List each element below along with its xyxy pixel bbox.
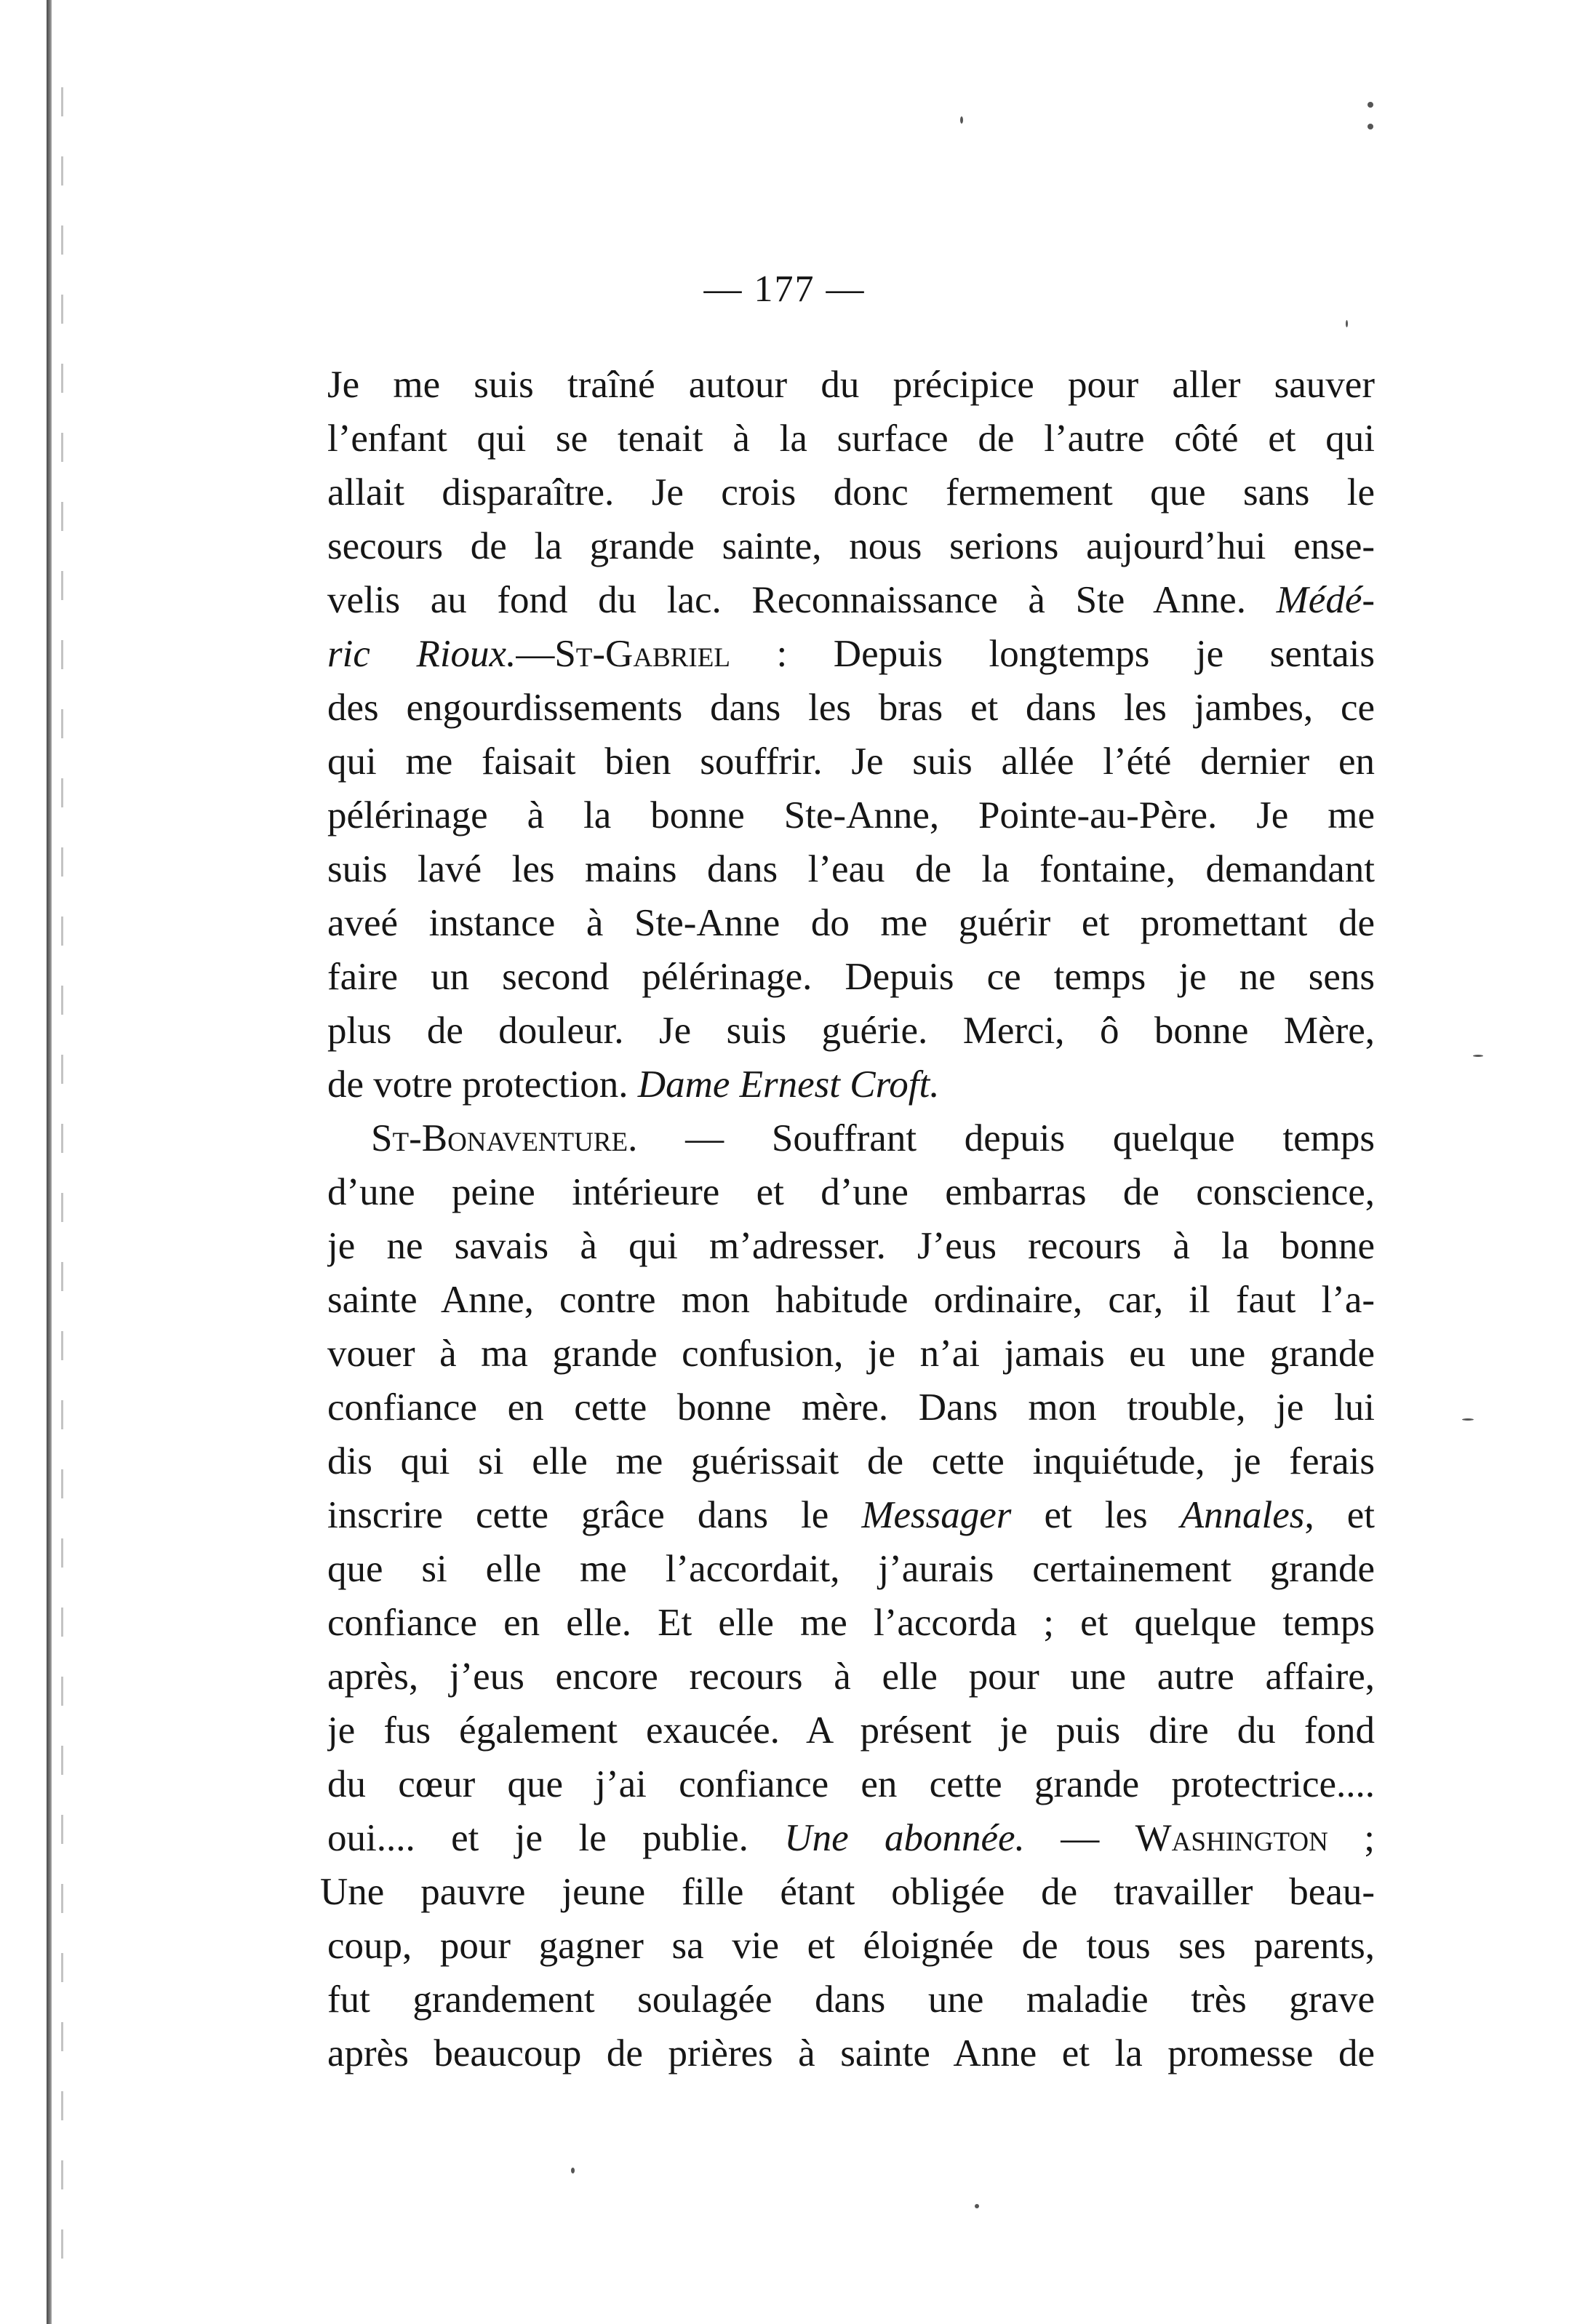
text-line: qui me faisait bien souffrir. Je suis allée l’été dernier en	[327, 740, 1375, 783]
text-line: secours de la grande sainte, nous serions aujourd’hui ense-	[327, 525, 1375, 567]
text-line: d’une peine intérieure et d’une embarras de conscience,	[327, 1171, 1375, 1213]
text-line: velis au fond du lac. Reconnaissance à Ste Anne. Médé-	[327, 579, 1375, 621]
ink-speck	[975, 2204, 979, 2208]
text-line: fut grandement soulagée dans une maladie très grave	[327, 1978, 1375, 2021]
text-line: des engourdissements dans les bras et dans les jambes, ce	[327, 687, 1375, 729]
text-line: ric Rioux.—St-Gabriel : Depuis longtemps je sentais	[327, 633, 1375, 675]
text-line: aveé instance à Ste-Anne do me guérir et promettant de	[327, 902, 1375, 944]
text-line: l’enfant qui se tenait à la surface de l’autre côté et qui	[327, 418, 1375, 460]
parish-name: Washington	[1135, 1817, 1328, 1859]
ink-speck	[1462, 1418, 1474, 1421]
ink-speck	[1346, 320, 1348, 327]
text-line: faire un second pélérinage. Depuis ce temps je ne sens	[327, 956, 1375, 998]
text-line: oui.... et je le publie. Une abonnée. — Washington ;	[327, 1817, 1375, 1859]
ink-speck	[1368, 102, 1373, 108]
publication-title: Annales	[1180, 1494, 1305, 1536]
text-line: plus de douleur. Je suis guérie. Merci, ô bonne Mère,	[327, 1010, 1375, 1052]
text-line: Je me suis traîné autour du précipice pour aller sauver	[327, 364, 1375, 406]
parish-name: St-Bonaventure.	[371, 1117, 638, 1159]
text-line: coup, pour gagner sa vie et éloignée de tous ses parents,	[327, 1925, 1375, 1967]
text-line: pélérinage à la bonne Ste-Anne, Pointe-au-Père. Je me	[327, 794, 1375, 836]
text-line: confiance en elle. Et elle me l’accorda ; et quelque temps	[327, 1602, 1375, 1644]
text-line: après beaucoup de prières à sainte Anne et la promesse de	[327, 2032, 1375, 2075]
body-text	[320, 358, 1375, 2080]
page-binding-shadow	[61, 87, 63, 2269]
ink-speck	[571, 2168, 575, 2173]
text-line: St-Bonaventure. — Souffrant depuis quelque temps	[371, 1117, 1375, 1159]
signature-name: ric Rioux.	[327, 633, 516, 675]
text-line: du cœur que j’ai confiance en cette grande protectrice....	[327, 1763, 1375, 1805]
signature-name: Médé-	[1276, 579, 1375, 621]
text-line: que si elle me l’accordait, j’aurais certainement grande	[327, 1548, 1375, 1590]
ink-speck	[960, 116, 963, 124]
text-line: inscrire cette grâce dans le Messager et les Annales, et	[327, 1494, 1375, 1536]
text-line: de votre protection. Dame Ernest Croft.	[327, 1063, 940, 1106]
text-line: dis qui si elle me guérissait de cette inquiétude, je ferais	[327, 1440, 1375, 1482]
parish-name: St-Gabriel	[554, 633, 730, 675]
page-number: — 177 —	[703, 268, 866, 310]
ink-speck	[1368, 124, 1373, 129]
text-line: allait disparaître. Je crois donc fermement que sans le	[327, 471, 1375, 514]
publication-title: Messager	[861, 1494, 1012, 1536]
signature-name: Une abonnée.	[784, 1817, 1025, 1859]
page-binding-edge	[47, 0, 52, 2324]
text-line: après, j’eus encore recours à elle pour une autre affaire,	[327, 1656, 1375, 1698]
signature-name: Dame Ernest Croft.	[637, 1063, 940, 1106]
text-line: suis lavé les mains dans l’eau de la fontaine, demandant	[327, 848, 1375, 890]
ink-speck	[1473, 1055, 1483, 1057]
text-line: sainte Anne, contre mon habitude ordinaire, car, il faut l’a-	[327, 1279, 1375, 1321]
text-line: confiance en cette bonne mère. Dans mon trouble, je lui	[327, 1386, 1375, 1429]
text-line: je fus également exaucée. A présent je puis dire du fond	[327, 1709, 1375, 1752]
text-line: je ne savais à qui m’adresser. J’eus recours à la bonne	[327, 1225, 1375, 1267]
text-line: Une pauvre jeune fille étant obligée de travailler beau-	[320, 1871, 1375, 1913]
text-line: vouer à ma grande confusion, je n’ai jamais eu une grande	[327, 1333, 1375, 1375]
